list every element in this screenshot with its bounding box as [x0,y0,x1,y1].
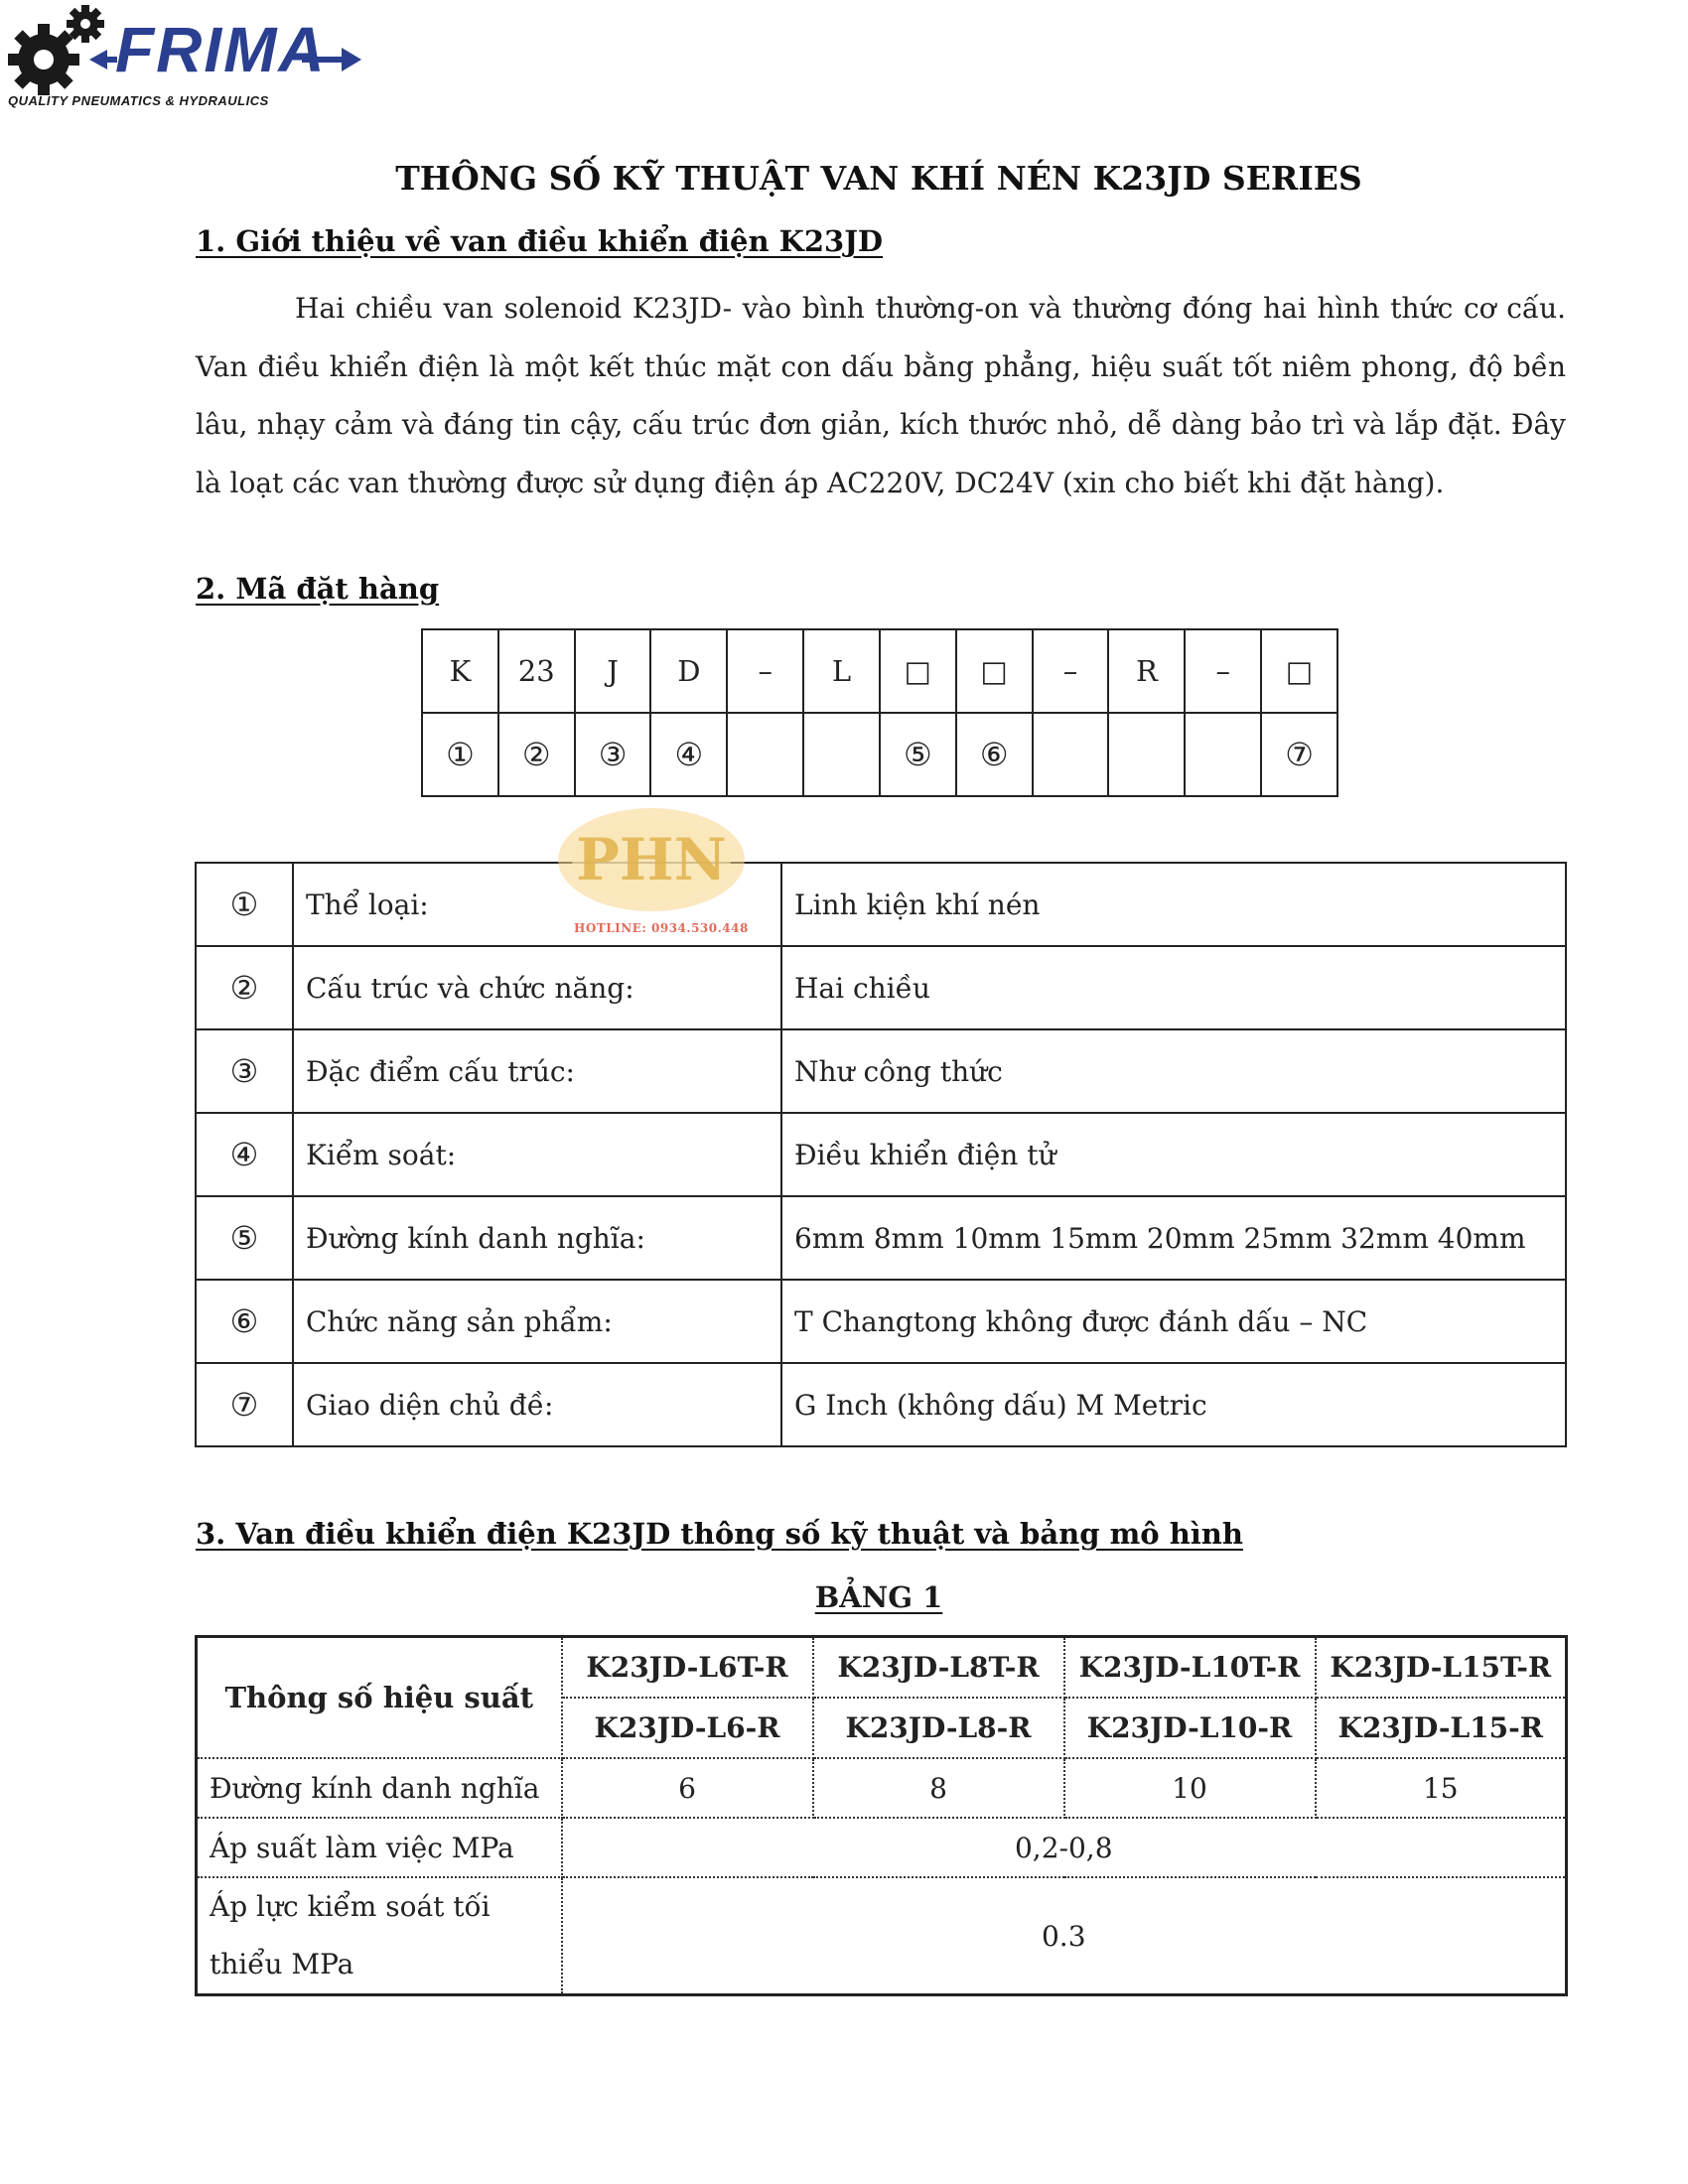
table-row [196,863,1566,946]
def-number: ① [196,863,293,946]
code-number-cell: ① [422,713,498,796]
def-value: Linh kiện khí nén [781,863,1566,946]
def-number: ③ [196,1029,293,1113]
def-label: Thể loại: [293,863,781,946]
def-number: ⑦ [196,1363,293,1446]
intro-paragraph [196,280,1566,512]
order-code-grid [421,628,1338,797]
table-row [196,1363,1566,1446]
spec-table [195,1635,1568,1996]
code-cell: 23 [498,629,575,713]
table-row [196,1280,1566,1363]
watermark-badge-icon [554,804,749,923]
code-number-cell [803,713,880,796]
model-t-header: K23JD-L10T-R [1064,1637,1316,1699]
def-value: T Changtong không được đánh dấu – NC [781,1280,1566,1363]
def-number: ② [196,946,293,1029]
intro-paragraph-text: Hai chiều van solenoid K23JD- vào bình thường-on và thường đóng hai hình thức cơ cấu. Van điều khiển điện là một kết thúc mặt con dấu bằng phẳng, hiệu suất tốt niêm phong, độ bền lâu, nhạy cảm và đáng tin cậy, cấu trúc đơn giản, kích thước nhỏ, dễ dàng bảo trì và lắp đặt. Đây là loạt các van thường được sử dụng điện áp AC220V, DC24V (xin cho biết khi đặt hàng). [196,292,1566,499]
code-cell: – [1185,629,1261,713]
diameter-value: 10 [1064,1758,1316,1818]
def-number: ④ [196,1113,293,1196]
diameter-value: 6 [562,1758,813,1818]
model-header: K23JD-L10-R [1064,1698,1316,1758]
section-2-heading: 2. Mã đặt hàng [196,572,440,606]
def-value: Như công thức [781,1029,1566,1113]
code-row [422,629,1337,713]
def-label: Giao diện chủ đề: [293,1363,781,1446]
section-3-heading: 3. Van điều khiển điện K23JD thông số kỹ thuật và bảng mô hình [196,1517,1243,1551]
row-label: Đường kính danh nghĩa [197,1758,562,1818]
code-cell: □ [1261,629,1337,713]
def-number: ⑥ [196,1280,293,1363]
code-number-cell: ⑤ [880,713,956,796]
code-number-cell [1108,713,1185,796]
code-number-cell: ② [498,713,575,796]
code-cell: R [1108,629,1185,713]
company-logo [4,4,371,107]
code-number-cell [1033,713,1109,796]
def-label: Cấu trúc và chức năng: [293,946,781,1029]
def-value: G Inch (không dấu) M Metric [781,1363,1566,1446]
code-cell: J [575,629,651,713]
model-header: K23JD-L15-R [1316,1698,1567,1758]
logo-tagline: QUALITY PNEUMATICS & HYDRAULICS [8,93,269,108]
watermark-hotline: HOTLINE: 0934.530.448 [574,921,749,935]
logo-wordmark: FRIMA [115,14,327,85]
code-cell: – [727,629,803,713]
row-label-line: thiểu MPa [210,1948,354,1980]
svg-text:PHN: PHN [576,826,727,893]
section-1-heading: 1. Giới thiệu về van điều khiển điện K23JD [196,224,884,258]
def-value: 6mm 8mm 10mm 15mm 20mm 25mm 32mm 40mm [781,1196,1566,1280]
table-row [197,1877,1567,1995]
diameter-value: 8 [813,1758,1064,1818]
code-number-cell: ⑥ [956,713,1033,796]
def-label: Đặc điểm cấu trúc: [293,1029,781,1113]
row-label: Áp suất làm việc MPa [197,1818,562,1877]
pressure-value: 0,2-0,8 [562,1818,1567,1877]
def-label: Đường kính danh nghĩa: [293,1196,781,1280]
code-cell: □ [956,629,1033,713]
def-label: Chức năng sản phẩm: [293,1280,781,1363]
code-number-cell [1185,713,1261,796]
code-number-cell: ④ [650,713,727,796]
code-number-cell [727,713,803,796]
watermark-logo [554,804,749,933]
table-row [197,1758,1567,1818]
table-row [197,1818,1567,1877]
code-cell: L [803,629,880,713]
def-number: ⑤ [196,1196,293,1280]
code-number-cell: ③ [575,713,651,796]
model-header: K23JD-L6-R [562,1698,813,1758]
model-t-header: K23JD-L6T-R [562,1637,813,1699]
code-cell: □ [880,629,956,713]
row-label-line: Áp lực kiểm soát tối [210,1890,491,1923]
code-number-cell: ⑦ [1261,713,1337,796]
row-label [197,1877,562,1995]
diameter-value: 15 [1316,1758,1567,1818]
table-row [196,1196,1566,1280]
model-t-header: K23JD-L15T-R [1316,1637,1567,1699]
code-number-row [422,713,1337,796]
table-row [196,946,1566,1029]
table-row [196,1113,1566,1196]
def-value: Hai chiều [781,946,1566,1029]
model-header: K23JD-L8-R [813,1698,1064,1758]
page-title: THÔNG SỐ KỸ THUẬT VAN KHÍ NÉN K23JD SERIES [395,159,1362,198]
perf-header: Thông số hiệu suất [197,1637,562,1759]
table-caption: BẢNG 1 [814,1580,943,1614]
code-cell: – [1033,629,1109,713]
min-control-value: 0.3 [562,1877,1567,1995]
def-label: Kiểm soát: [293,1113,781,1196]
table-row [196,1029,1566,1113]
table-row [197,1637,1567,1699]
code-cell: D [650,629,727,713]
code-cell: K [422,629,498,713]
order-code-definitions [195,862,1567,1447]
model-t-header: K23JD-L8T-R [813,1637,1064,1699]
def-value: Điều khiển điện tử [781,1113,1566,1196]
